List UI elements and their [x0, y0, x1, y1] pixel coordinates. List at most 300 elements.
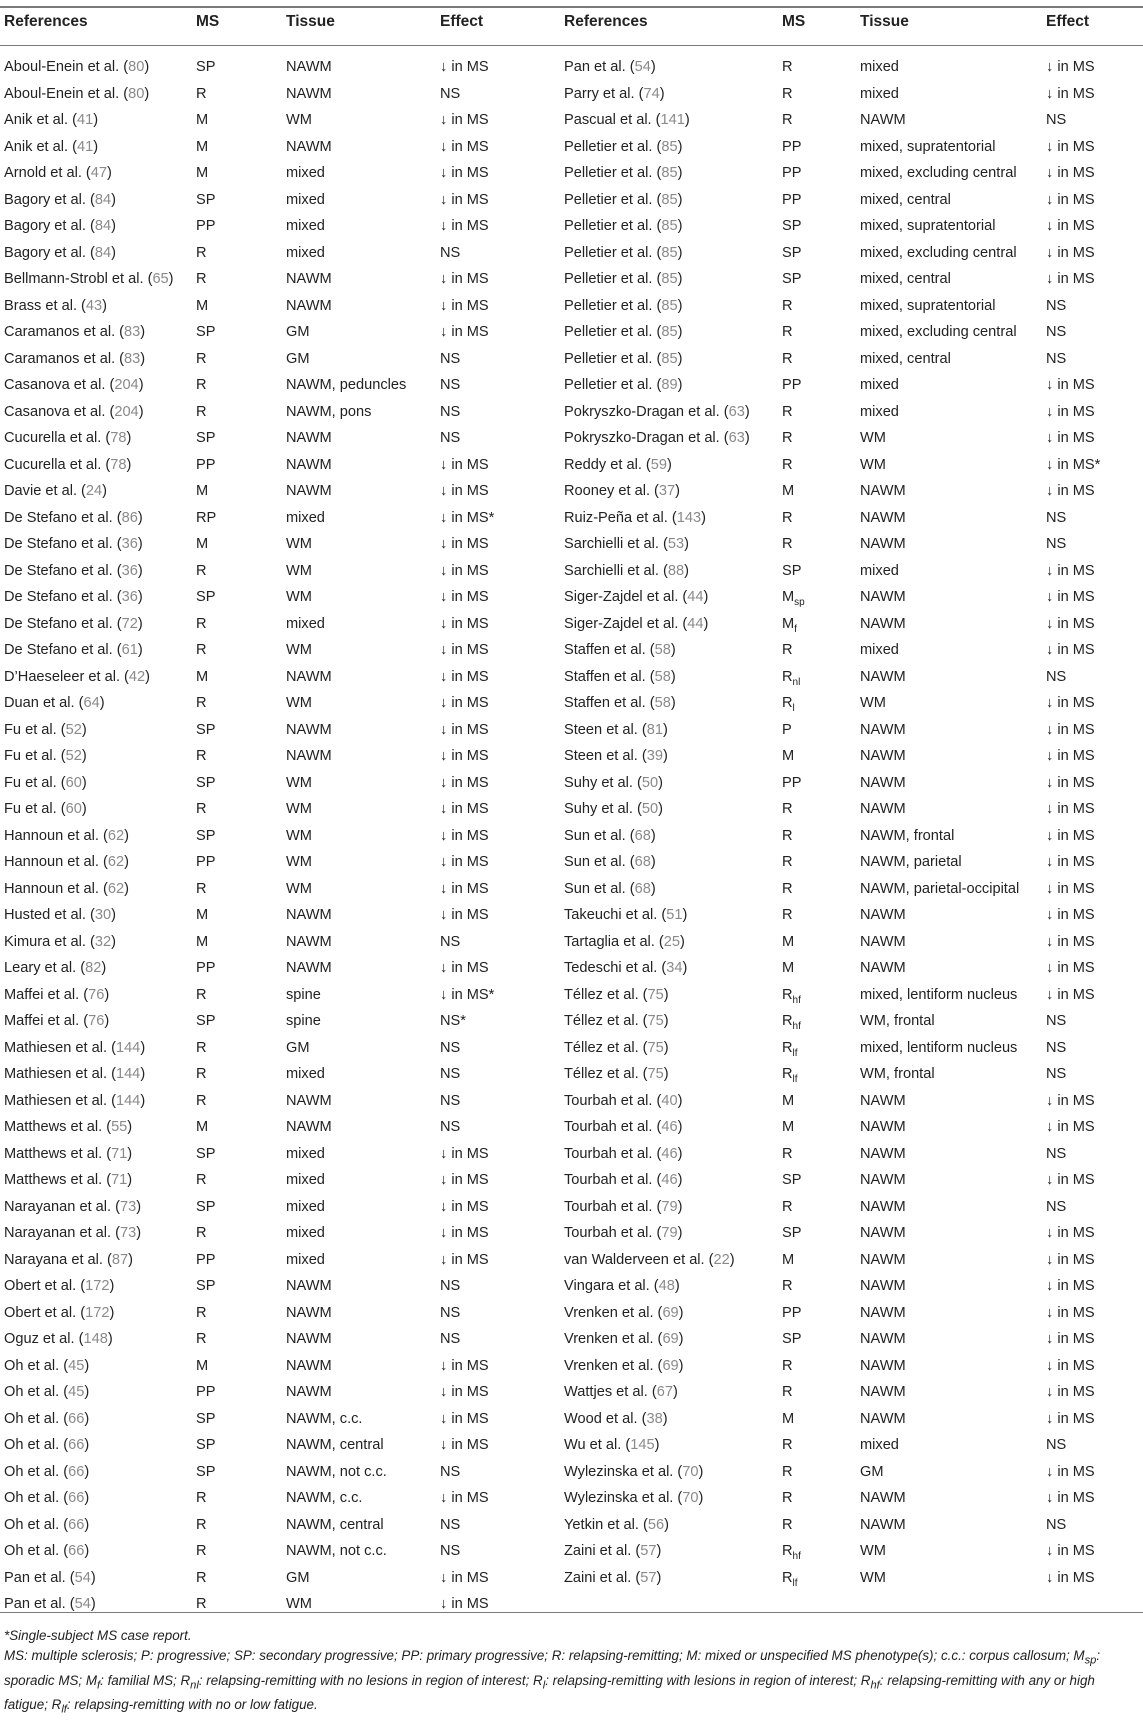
reference-number-link[interactable]: 84	[94, 244, 112, 261]
effect-cell: NS	[1046, 297, 1067, 314]
tissue-cell: NAWM	[860, 1145, 906, 1162]
effect-cell: ↓ in MS	[1046, 59, 1095, 75]
tissue-cell: mixed	[286, 615, 325, 632]
reference-number-link[interactable]: 85	[661, 138, 678, 155]
reference-cell	[564, 743, 668, 770]
ms-phenotype-cell: R	[196, 748, 207, 764]
reference-author: D’Haeseleer et al. (	[4, 668, 129, 685]
reference-close-paren: )	[698, 1490, 704, 1506]
reference-cell	[564, 1220, 682, 1247]
ms-phenotype-cell: R	[196, 85, 207, 102]
effect-cell: NS	[440, 1092, 461, 1109]
reference-cell	[4, 902, 116, 929]
reference-cell	[564, 1406, 668, 1433]
reference-number-link[interactable]: 58	[654, 695, 671, 711]
reference-cell	[564, 558, 689, 585]
reference-number-link[interactable]: 66	[68, 1543, 85, 1559]
reference-author: Oh et al. (	[4, 1543, 69, 1559]
reference-number-link[interactable]: 39	[646, 748, 663, 764]
reference-close-paren: )	[144, 85, 150, 102]
effect-cell: NS	[1046, 1013, 1067, 1029]
reference-number-link[interactable]: 59	[650, 456, 668, 473]
reference-number-link[interactable]: 85	[661, 218, 678, 234]
reference-number-link[interactable]: 66	[68, 1437, 85, 1453]
reference-close-paren: )	[101, 960, 107, 976]
tissue-cell: NAWM	[286, 721, 332, 738]
reference-number-link[interactable]: 85	[661, 165, 678, 181]
reference-number-link[interactable]: 37	[658, 483, 676, 499]
reference-cell	[564, 319, 682, 346]
table-row	[0, 664, 1143, 691]
reference-number-link[interactable]: 38	[646, 1410, 663, 1427]
reference-author: Leary et al. (	[4, 960, 86, 976]
reference-number-link[interactable]: 30	[94, 907, 112, 923]
effect-cell: ↓ in MS	[1046, 138, 1095, 155]
ms-phenotype-cell: R	[196, 1331, 207, 1347]
reference-close-paren: )	[124, 827, 129, 844]
ms-phenotype-cell: SP	[196, 324, 216, 340]
reference-number-link[interactable]: 84	[94, 191, 112, 208]
reference-cell	[4, 213, 116, 240]
table-row	[0, 319, 1143, 346]
reference-number-link[interactable]: 75	[647, 1013, 664, 1029]
reference-number-link[interactable]: 76	[88, 1013, 105, 1029]
reference-close-paren: )	[107, 165, 112, 181]
tissue-cell: GM	[286, 350, 310, 367]
ms-phenotype-cell: R	[782, 1145, 793, 1162]
reference-number-link[interactable]: 84	[94, 218, 112, 234]
reference-number-link[interactable]: 144	[115, 1066, 141, 1082]
ms-phenotype-cell: R	[782, 85, 793, 102]
reference-number-link[interactable]: 75	[647, 1066, 664, 1082]
ms-phenotype-cell: R	[196, 1490, 207, 1506]
reference-close-paren: )	[672, 1384, 678, 1400]
reference-number-link[interactable]: 64	[83, 695, 100, 711]
reference-author: Mathiesen et al. (	[4, 1092, 116, 1109]
reference-number-link[interactable]: 42	[128, 668, 146, 685]
reference-number-link[interactable]: 75	[647, 986, 664, 1003]
reference-author: Pelletier et al. (	[564, 324, 662, 340]
reference-close-paren: )	[102, 483, 108, 499]
reference-author: Oh et al. (	[4, 1410, 69, 1427]
reference-author: Sarchielli et al. (	[564, 536, 668, 552]
reference-close-paren: )	[656, 1543, 662, 1559]
reference-number-link[interactable]: 73	[120, 1225, 137, 1241]
effect-cell: ↓ in MS	[1046, 1304, 1095, 1321]
reference-cell	[4, 1432, 89, 1459]
reference-cell	[4, 505, 143, 532]
reference-number-link[interactable]: 63	[728, 403, 745, 420]
reference-author: Obert et al. (	[4, 1278, 86, 1294]
reference-number-link[interactable]: 87	[111, 1251, 129, 1268]
reference-number-link[interactable]: 56	[647, 1516, 665, 1533]
effect-cell: ↓ in MS	[440, 138, 489, 155]
effect-cell: ↓ in MS	[1046, 642, 1095, 658]
effect-cell: NS	[440, 1463, 461, 1480]
effect-cell: ↓ in MS	[440, 59, 489, 75]
reference-number-link[interactable]: 61	[121, 642, 138, 658]
tissue-cell: mixed	[286, 1251, 325, 1268]
reference-close-paren: )	[684, 562, 689, 579]
tissue-cell: mixed	[860, 403, 899, 420]
reference-cell	[4, 1591, 96, 1618]
reference-cell	[4, 160, 112, 187]
reference-cell	[564, 1061, 669, 1088]
reference-author: Pelletier et al. (	[564, 191, 662, 208]
reference-number-link[interactable]: 41	[77, 112, 94, 128]
tissue-cell: NAWM	[860, 668, 906, 685]
tissue-cell: NAWM	[286, 1278, 332, 1294]
reference-number-link[interactable]: 57	[640, 1543, 657, 1559]
reference-number-link[interactable]: 67	[656, 1384, 673, 1400]
reference-number-link[interactable]: 85	[661, 191, 678, 208]
reference-close-paren: )	[677, 244, 683, 261]
reference-number-link[interactable]: 78	[110, 456, 127, 473]
effect-cell: ↓ in MS	[440, 615, 489, 632]
ms-phenotype-cell: M	[782, 960, 795, 976]
effect-cell: ↓ in MS	[1046, 1172, 1095, 1188]
reference-cell	[4, 1300, 114, 1327]
reference-cell	[4, 240, 116, 267]
reference-author: De Stefano et al. (	[4, 536, 122, 552]
reference-close-paren: )	[111, 218, 116, 234]
table-row	[0, 107, 1143, 134]
reference-number-link[interactable]: 82	[85, 960, 102, 976]
reference-author: Matthews et al. (	[4, 1172, 112, 1188]
reference-number-link[interactable]: 66	[68, 1410, 85, 1427]
reference-number-link[interactable]: 45	[68, 1357, 85, 1374]
reference-close-paren: )	[81, 748, 87, 764]
reference-close-paren: )	[81, 801, 87, 817]
reference-cell	[564, 664, 676, 691]
reference-close-paren: )	[744, 430, 750, 446]
effect-cell: ↓ in MS	[1046, 854, 1095, 870]
reference-cell	[564, 849, 656, 876]
reference-number-link[interactable]: 24	[85, 483, 103, 499]
reference-number-link[interactable]: 54	[634, 59, 651, 75]
ms-phenotype-cell: R	[782, 642, 793, 658]
table-row	[0, 637, 1143, 664]
reference-cell	[564, 902, 687, 929]
reference-close-paren: )	[107, 1331, 113, 1347]
reference-cell	[4, 1406, 89, 1433]
reference-number-link[interactable]: 74	[643, 85, 660, 102]
reference-number-link[interactable]: 78	[110, 430, 127, 446]
reference-number-link[interactable]: 88	[667, 562, 685, 579]
reference-number-link[interactable]: 81	[646, 721, 663, 738]
reference-number-link[interactable]: 204	[114, 377, 139, 393]
reference-number-link[interactable]: 85	[661, 350, 678, 367]
reference-close-paren: )	[650, 827, 656, 844]
reference-number-link[interactable]: 44	[687, 589, 704, 605]
reference-author: Tartaglia et al. (	[564, 933, 664, 950]
reference-number-link[interactable]: 58	[654, 668, 671, 685]
reference-number-link[interactable]: 66	[68, 1463, 85, 1480]
effect-cell: ↓ in MS	[1046, 589, 1095, 605]
table-header	[0, 10, 1143, 46]
effect-cell: ↓ in MS	[440, 483, 489, 499]
reference-number-link[interactable]: 68	[634, 854, 651, 870]
tissue-cell: mixed	[286, 1066, 325, 1082]
reference-close-paren: )	[677, 1198, 683, 1215]
tissue-cell: mixed	[860, 1437, 899, 1453]
table-row	[0, 1406, 1143, 1433]
ms-phenotype-cell: R	[196, 271, 207, 287]
reference-number-link[interactable]: 36	[121, 589, 138, 605]
reference-cell	[564, 1353, 684, 1380]
effect-cell: ↓ in MS	[1046, 1384, 1095, 1400]
tissue-cell: WM	[286, 642, 312, 658]
reference-number-link[interactable]: 62	[107, 827, 125, 844]
reference-number-link[interactable]: 63	[728, 430, 745, 446]
ms-phenotype-cell: R	[782, 854, 793, 870]
reference-cell	[564, 1459, 703, 1486]
reference-close-paren: )	[84, 1463, 90, 1480]
reference-number-link[interactable]: 76	[88, 986, 105, 1003]
reference-number-link[interactable]: 80	[128, 85, 145, 102]
reference-close-paren: )	[684, 536, 689, 552]
reference-number-link[interactable]: 73	[120, 1198, 137, 1215]
reference-number-link[interactable]: 52	[65, 748, 82, 764]
ms-phenotype-cell: PP	[196, 218, 216, 234]
tissue-cell: NAWM	[286, 960, 332, 976]
reference-number-link[interactable]: 85	[661, 244, 678, 261]
reference-number-link[interactable]: 172	[85, 1278, 110, 1294]
reference-cell	[4, 107, 98, 134]
reference-number-link[interactable]: 69	[662, 1357, 679, 1374]
reference-number-link[interactable]: 52	[65, 721, 82, 738]
reference-number-link[interactable]: 68	[634, 880, 651, 897]
reference-number-link[interactable]: 43	[85, 297, 103, 314]
table-row	[0, 240, 1143, 267]
reference-author: Hannoun et al. (	[4, 880, 108, 897]
reference-number-link[interactable]: 40	[661, 1092, 678, 1109]
reference-number-link[interactable]: 144	[115, 1039, 141, 1056]
ms-phenotype-cell: M	[196, 165, 209, 181]
reference-number-link[interactable]: 44	[687, 615, 704, 632]
reference-number-link[interactable]: 62	[107, 854, 125, 870]
reference-number-link[interactable]: 68	[634, 827, 651, 844]
reference-close-paren: )	[99, 695, 105, 711]
reference-number-link[interactable]: 71	[111, 1172, 128, 1188]
reference-cell	[4, 319, 145, 346]
ms-phenotype-cell: R	[782, 1198, 793, 1215]
reference-number-link[interactable]: 66	[68, 1516, 85, 1533]
effect-cell: ↓ in MS	[1046, 615, 1095, 632]
reference-cell	[4, 1247, 133, 1274]
reference-author: Husted et al. (	[4, 907, 95, 923]
reference-cell	[4, 346, 145, 373]
reference-number-link[interactable]: 60	[65, 801, 82, 817]
reference-author: Brass et al. (	[4, 297, 86, 314]
effect-cell: NS	[440, 1278, 461, 1294]
reference-cell	[564, 187, 682, 214]
reference-number-link[interactable]: 70	[682, 1463, 699, 1480]
effect-cell: ↓ in MS	[440, 642, 489, 658]
reference-number-link[interactable]: 83	[124, 324, 141, 340]
reference-cell	[4, 1353, 89, 1380]
reference-number-link[interactable]: 47	[90, 165, 108, 181]
reference-number-link[interactable]: 66	[68, 1490, 85, 1506]
reference-number-link[interactable]: 69	[662, 1304, 679, 1321]
tissue-cell: mixed	[286, 191, 325, 208]
reference-cell	[4, 770, 87, 797]
tissue-cell: WM, frontal	[860, 1066, 935, 1082]
effect-cell: ↓ in MS	[440, 589, 489, 605]
reference-number-link[interactable]: 79	[661, 1225, 678, 1241]
effect-cell: ↓ in MS	[440, 112, 489, 128]
reference-number-link[interactable]: 80	[128, 59, 145, 75]
reference-number-link[interactable]: 172	[85, 1304, 110, 1321]
reference-cell	[564, 134, 682, 161]
reference-cell	[4, 876, 129, 903]
effect-cell: ↓ in MS	[440, 1490, 489, 1506]
reference-author: Vrenken et al. (	[564, 1331, 663, 1347]
tissue-cell: NAWM	[286, 430, 332, 446]
reference-number-link[interactable]: 22	[713, 1251, 730, 1268]
reference-author: Pelletier et al. (	[564, 271, 662, 287]
reference-number-link[interactable]: 86	[121, 509, 138, 526]
reference-close-paren: )	[656, 1569, 662, 1586]
ms-phenotype-cell: R	[196, 642, 207, 658]
ms-phenotype-cell: SP	[782, 244, 802, 261]
reference-close-paren: )	[650, 880, 656, 897]
reference-number-link[interactable]: 70	[682, 1490, 699, 1506]
tissue-cell: NAWM, pons	[286, 403, 372, 420]
table-row	[0, 770, 1143, 797]
effect-cell: ↓ in MS	[440, 854, 489, 870]
tissue-cell: NAWM	[860, 1357, 906, 1374]
tissue-cell: NAWM	[860, 1304, 906, 1321]
reference-number-link[interactable]: 34	[666, 960, 683, 976]
reference-number-link[interactable]: 57	[640, 1569, 657, 1586]
table-row	[0, 452, 1143, 479]
reference-author: Oh et al. (	[4, 1357, 69, 1374]
reference-close-paren: )	[677, 191, 683, 208]
tissue-cell: NAWM	[286, 1357, 332, 1374]
ms-phenotype-cell: $R_{nl}$	[782, 668, 801, 688]
effect-cell: ↓ in MS	[440, 668, 489, 685]
reference-cell	[4, 1485, 89, 1512]
reference-number-link[interactable]: 62	[107, 880, 125, 897]
reference-cell	[564, 796, 663, 823]
reference-number-link[interactable]: 51	[666, 907, 683, 923]
reference-number-link[interactable]: 144	[115, 1092, 141, 1109]
reference-number-link[interactable]: 46	[661, 1145, 678, 1162]
reference-cell	[4, 1273, 114, 1300]
effect-cell: NS	[1046, 509, 1067, 526]
reference-close-paren: )	[111, 244, 116, 261]
effect-cell: ↓ in MS	[440, 1596, 489, 1612]
reference-number-link[interactable]: 71	[111, 1145, 128, 1162]
reference-number-link[interactable]: 55	[111, 1119, 128, 1135]
reference-number-link[interactable]: 60	[65, 774, 82, 791]
reference-close-paren: )	[93, 138, 99, 155]
reference-number-link[interactable]: 41	[77, 138, 94, 155]
reference-author: Davie et al. (	[4, 483, 86, 499]
effect-cell: ↓ in MS	[1046, 1225, 1095, 1241]
effect-cell: ↓ in MS	[440, 1225, 489, 1241]
reference-author: Ruiz-Peña et al. (	[564, 509, 677, 526]
reference-number-link[interactable]: 53	[667, 536, 685, 552]
reference-cell	[4, 81, 149, 108]
table-row	[0, 425, 1143, 452]
reference-number-link[interactable]: 85	[661, 297, 678, 314]
reference-number-link[interactable]: 79	[661, 1198, 678, 1215]
reference-number-link[interactable]: 69	[662, 1331, 679, 1347]
reference-cell	[4, 1194, 141, 1221]
reference-number-link[interactable]: 46	[661, 1172, 678, 1188]
reference-number-link[interactable]: 85	[661, 324, 678, 340]
tissue-cell: NAWM	[860, 748, 906, 764]
reference-number-link[interactable]: 46	[661, 1119, 678, 1135]
reference-cell	[4, 1061, 145, 1088]
tissue-cell: mixed	[286, 244, 325, 261]
reference-number-link[interactable]: 83	[124, 350, 141, 367]
reference-number-link[interactable]: 36	[121, 562, 138, 579]
reference-author: Steen et al. (	[564, 721, 647, 738]
reference-number-link[interactable]: 54	[74, 1569, 91, 1586]
reference-number-link[interactable]: 143	[676, 509, 702, 526]
reference-number-link[interactable]: 50	[641, 774, 659, 791]
tissue-cell: NAWM	[860, 907, 906, 923]
reference-number-link[interactable]: 32	[94, 933, 112, 950]
reference-author: Parry et al. (	[564, 85, 644, 102]
effect-cell: ↓ in MS	[440, 271, 489, 287]
header-references-left: References	[4, 13, 88, 30]
tissue-cell: GM	[860, 1463, 884, 1480]
tissue-cell: NAWM	[860, 1251, 906, 1268]
tissue-cell: NAWM	[286, 59, 332, 75]
reference-number-link[interactable]: 141	[660, 112, 685, 128]
ms-phenotype-cell: R	[782, 801, 793, 817]
reference-number-link[interactable]: 145	[630, 1437, 655, 1453]
reference-number-link[interactable]: 45	[68, 1384, 85, 1400]
reference-number-link[interactable]: 89	[661, 377, 678, 393]
reference-number-link[interactable]: 48	[658, 1278, 675, 1294]
reference-number-link[interactable]: 58	[654, 642, 671, 658]
table-row	[0, 1512, 1143, 1539]
reference-number-link[interactable]: 75	[647, 1039, 664, 1056]
reference-author: De Stefano et al. (	[4, 589, 122, 605]
reference-number-link[interactable]: 65	[152, 271, 169, 287]
tissue-cell: WM	[286, 880, 312, 897]
reference-author: Sun et al. (	[564, 827, 635, 844]
reference-number-link[interactable]: 25	[663, 933, 681, 950]
effect-cell: ↓ in MS	[440, 218, 489, 234]
reference-number-link[interactable]: 148	[83, 1331, 108, 1347]
reference-number-link[interactable]: 204	[114, 403, 139, 420]
reference-cell	[564, 1247, 735, 1274]
tissue-cell: WM	[286, 1596, 312, 1612]
reference-number-link[interactable]: 50	[641, 801, 659, 817]
reference-cell	[4, 1326, 113, 1353]
effect-cell: NS	[440, 933, 461, 950]
reference-number-link[interactable]: 54	[74, 1596, 91, 1612]
reference-number-link[interactable]: 85	[661, 271, 678, 287]
ms-phenotype-cell: PP	[782, 1304, 802, 1321]
table-row	[0, 1114, 1143, 1141]
reference-number-link[interactable]: 36	[121, 536, 138, 552]
reference-author: Fu et al. (	[4, 774, 66, 791]
reference-number-link[interactable]: 72	[121, 615, 138, 632]
reference-cell	[564, 1512, 669, 1539]
reference-cell	[564, 929, 685, 956]
reference-author: Cucurella et al. (	[4, 456, 111, 473]
tissue-cell: NAWM, frontal	[860, 827, 955, 844]
reference-close-paren: )	[137, 589, 143, 605]
reference-cell	[4, 134, 98, 161]
